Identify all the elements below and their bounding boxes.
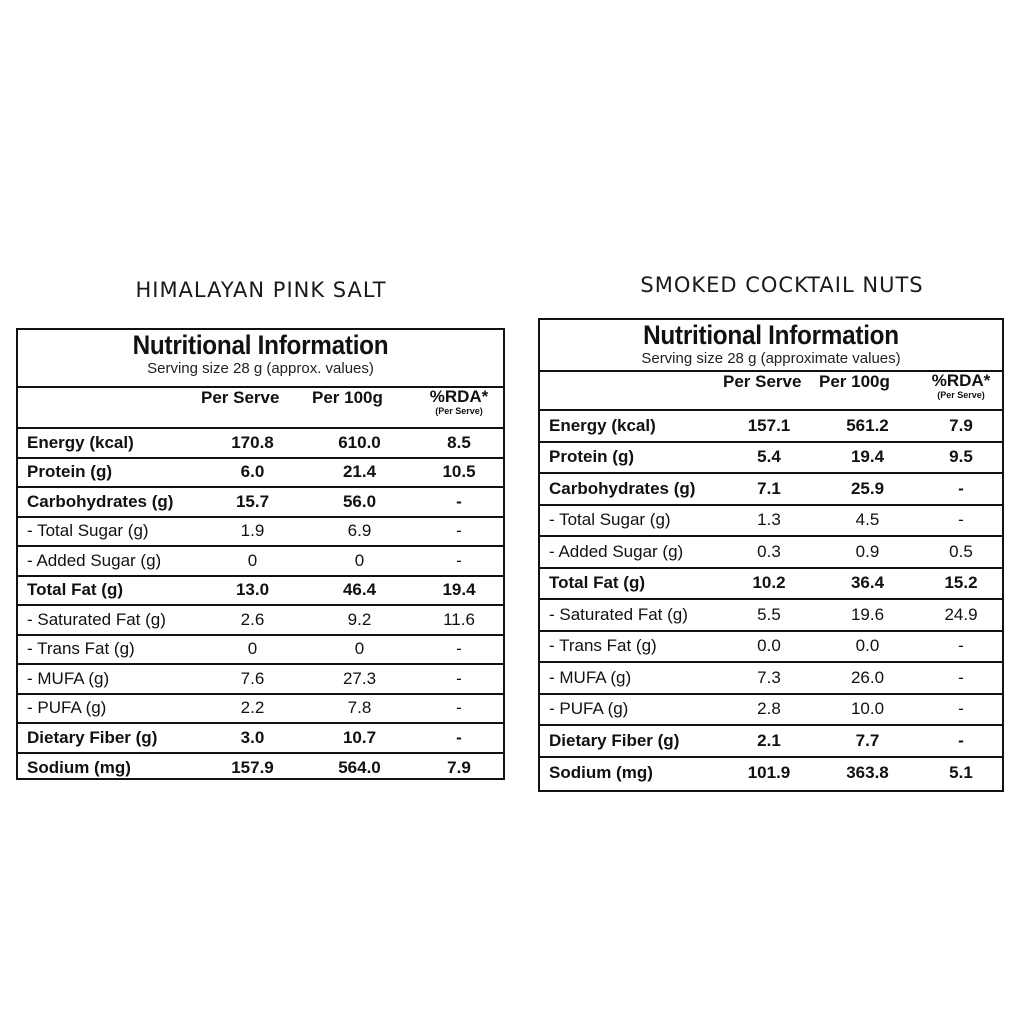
nutrient-name: Dietary Fiber (g)	[18, 723, 201, 753]
rda-value: 19.4	[415, 576, 503, 606]
rda-value: -	[415, 664, 503, 694]
nutrient-name: Energy (kcal)	[18, 428, 201, 458]
per-serve-value: 15.7	[201, 487, 304, 517]
per-serve-value: 170.8	[201, 428, 304, 458]
nutrient-name: - PUFA (g)	[540, 694, 723, 726]
nutrient-row	[540, 536, 1002, 568]
per-serve-value: 0	[201, 546, 304, 576]
nutrient-row	[540, 694, 1002, 726]
nutrient-row	[18, 517, 503, 547]
right-label-title: Nutritional Information	[643, 320, 899, 350]
per-serve-value: 3.0	[201, 723, 304, 753]
left-serving-size: Serving size 28 g (approx. values)	[147, 360, 374, 377]
nutrient-row	[18, 546, 503, 576]
nutrient-row	[540, 410, 1002, 442]
rda-value: -	[415, 723, 503, 753]
nutrient-name: Sodium (mg)	[549, 762, 653, 782]
nutrient-column-header	[540, 372, 723, 410]
per-serve-value: 1.9	[201, 517, 304, 547]
right-table-body	[540, 372, 1002, 788]
per-serve-value: 0.3	[723, 536, 815, 568]
rda-value: 5.1	[949, 762, 973, 782]
rda-header	[415, 388, 503, 428]
nutrient-row	[540, 473, 1002, 505]
per-100g-header: Per 100g	[312, 388, 383, 407]
rda-value: 11.6	[415, 605, 503, 635]
rda-value: 15.2	[920, 568, 1002, 600]
right-header-row	[540, 372, 1002, 410]
nutrient-row	[18, 428, 503, 458]
left-product-title: HIMALAYAN PINK SALT	[135, 278, 387, 302]
per-serve-value: 13.0	[201, 576, 304, 606]
per-100g-value: 9.2	[304, 605, 415, 635]
per-100g-value: 21.4	[304, 458, 415, 488]
nutrient-name: Total Fat (g)	[540, 568, 723, 600]
left-label-header	[18, 330, 503, 388]
per-serve-value: 2.6	[201, 605, 304, 635]
per-100g-value: 561.2	[815, 410, 920, 442]
per-serve-value: 0.0	[723, 631, 815, 663]
per-serve-value: 7.1	[723, 473, 815, 505]
per-serve-header: Per Serve	[201, 388, 280, 407]
rda-value: -	[920, 631, 1002, 663]
per-100g-value: 610.0	[304, 428, 415, 458]
per-100g-value: 46.4	[304, 576, 415, 606]
per-serve-value: 5.4	[723, 442, 815, 474]
nutrient-name: Protein (g)	[18, 458, 201, 488]
rda-value: 9.5	[920, 442, 1002, 474]
per-100g-value: 26.0	[815, 662, 920, 694]
per-100g-value: 0.0	[815, 631, 920, 663]
rda-value: 24.9	[920, 599, 1002, 631]
per-100g-value: 0	[304, 635, 415, 665]
nutrient-row	[540, 442, 1002, 474]
rda-header	[920, 372, 1002, 410]
right-product-title: SMOKED COCKTAIL NUTS	[640, 273, 924, 297]
nutrient-row	[540, 725, 1002, 757]
per-100g-value: 19.4	[815, 442, 920, 474]
nutrient-row	[18, 576, 503, 606]
per-100g-value: 56.0	[304, 487, 415, 517]
rda-value: -	[415, 487, 503, 517]
per-100g-value: 36.4	[815, 568, 920, 600]
per-100g-value: 10.0	[815, 694, 920, 726]
rda-value: 7.9	[920, 410, 1002, 442]
per-100g-value: 4.5	[815, 505, 920, 537]
right-nutrition-label	[538, 318, 1004, 792]
per-serve-value: 7.6	[201, 664, 304, 694]
nutrient-row	[540, 599, 1002, 631]
rda-header-label: %RDA*	[931, 371, 991, 390]
rda-value: 8.5	[415, 428, 503, 458]
nutrient-name: - Saturated Fat (g)	[18, 605, 201, 635]
per-serve-value: 2.2	[201, 694, 304, 724]
per-100g-value: 27.3	[304, 664, 415, 694]
right-serving-size: Serving size 28 g (approximate values)	[641, 350, 901, 367]
rda-value: 7.9	[447, 757, 471, 777]
per-serve-value: 10.2	[723, 568, 815, 600]
rda-value: -	[920, 694, 1002, 726]
per-serve-value: 2.8	[723, 694, 815, 726]
nutrient-row	[540, 757, 1002, 789]
rda-value: -	[920, 473, 1002, 505]
rda-value: -	[415, 546, 503, 576]
per-serve-value: 2.1	[723, 725, 815, 757]
nutrient-row	[18, 664, 503, 694]
rda-value: -	[920, 662, 1002, 694]
nutrient-name: - Trans Fat (g)	[18, 635, 201, 665]
nutrient-name: - Total Sugar (g)	[18, 517, 201, 547]
rda-value: 0.5	[920, 536, 1002, 568]
rda-value: -	[415, 694, 503, 724]
nutrient-name: Dietary Fiber (g)	[540, 725, 723, 757]
nutrient-row	[18, 753, 503, 783]
left-label-title: Nutritional Information	[132, 330, 389, 360]
nutrient-row	[18, 694, 503, 724]
nutrient-name: Carbohydrates (g)	[540, 473, 723, 505]
per-100g-value: 7.7	[815, 725, 920, 757]
nutrient-name: - MUFA (g)	[18, 664, 201, 694]
right-nutrition-table	[540, 372, 1002, 788]
rda-header-label: %RDA*	[429, 387, 489, 406]
nutrient-row	[540, 568, 1002, 600]
nutrient-name: Carbohydrates (g)	[18, 487, 201, 517]
rda-header-note: (Per Serve)	[435, 406, 483, 416]
nutrient-row	[540, 662, 1002, 694]
nutrient-name: - Trans Fat (g)	[540, 631, 723, 663]
nutrient-name: Protein (g)	[540, 442, 723, 474]
right-label-header	[540, 320, 1002, 372]
per-serve-value: 7.3	[723, 662, 815, 694]
rda-value: 10.5	[415, 458, 503, 488]
per-100g-value: 363.8	[846, 762, 889, 782]
nutrient-name: - Added Sugar (g)	[18, 546, 201, 576]
rda-value: -	[920, 725, 1002, 757]
nutrient-row	[18, 635, 503, 665]
per-100g-value: 0.9	[815, 536, 920, 568]
nutrient-name: - PUFA (g)	[18, 694, 201, 724]
per-100g-value: 10.7	[304, 723, 415, 753]
per-serve-value: 0	[201, 635, 304, 665]
per-serve-value: 157.1	[723, 410, 815, 442]
nutrient-row	[540, 505, 1002, 537]
rda-value: -	[415, 635, 503, 665]
per-serve-value: 5.5	[723, 599, 815, 631]
nutrient-name: Total Fat (g)	[18, 576, 201, 606]
nutrient-row	[540, 631, 1002, 663]
rda-header-note: (Per Serve)	[937, 390, 985, 400]
per-serve-value: 101.9	[747, 762, 791, 782]
nutrient-column-header	[18, 388, 201, 428]
nutrient-row	[18, 487, 503, 517]
per-100g-header: Per 100g	[819, 372, 890, 391]
nutrient-name: Sodium (mg)	[27, 757, 131, 777]
nutrient-name: - Added Sugar (g)	[540, 536, 723, 568]
nutrient-name: - Total Sugar (g)	[540, 505, 723, 537]
per-100g-value: 25.9	[815, 473, 920, 505]
per-100g-value: 564.0	[338, 757, 381, 777]
per-100g-value: 19.6	[815, 599, 920, 631]
left-table-body	[18, 388, 503, 782]
nutrient-row	[18, 458, 503, 488]
nutrient-name: - Saturated Fat (g)	[540, 599, 723, 631]
nutrient-name: - MUFA (g)	[540, 662, 723, 694]
per-serve-header: Per Serve	[723, 372, 802, 391]
per-100g-value: 6.9	[304, 517, 415, 547]
per-serve-value: 6.0	[201, 458, 304, 488]
per-100g-value: 0	[304, 546, 415, 576]
left-nutrition-table	[18, 388, 503, 782]
nutrient-row	[18, 723, 503, 753]
per-serve-value: 157.9	[231, 757, 274, 777]
nutrient-name: Energy (kcal)	[540, 410, 723, 442]
rda-value: -	[415, 517, 503, 547]
rda-value: -	[920, 505, 1002, 537]
nutrient-row	[18, 605, 503, 635]
left-header-row	[18, 388, 503, 428]
per-100g-value: 7.8	[304, 694, 415, 724]
left-nutrition-label	[16, 328, 505, 780]
per-serve-value: 1.3	[723, 505, 815, 537]
